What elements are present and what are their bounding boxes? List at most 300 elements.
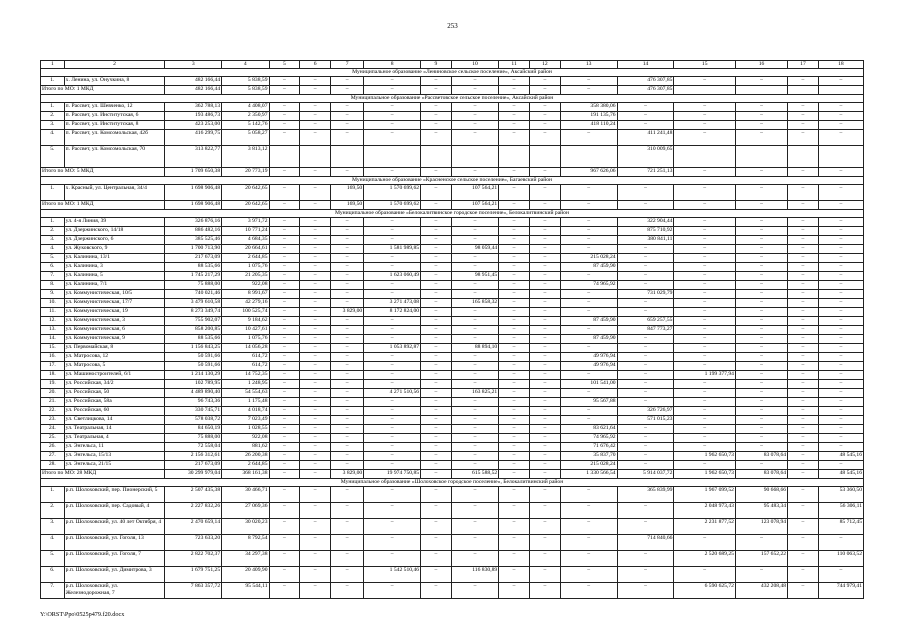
table-cell: – xyxy=(499,130,530,146)
address-cell: ул. Машиностроителей, 6/1 xyxy=(64,371,165,380)
table-cell: – xyxy=(674,425,736,434)
table-cell: 2 350,97 xyxy=(222,112,269,121)
table-cell: – xyxy=(560,290,617,299)
row-number: 6. xyxy=(41,567,65,583)
table-cell: – xyxy=(300,317,331,326)
table-cell: 1 698 906,48 xyxy=(165,201,222,210)
table-cell: – xyxy=(451,353,498,362)
table-cell: – xyxy=(331,263,364,272)
table-cell: – xyxy=(331,86,364,95)
table-cell: 659 257,55 xyxy=(617,317,674,326)
table-cell: – xyxy=(788,335,819,344)
table-row xyxy=(41,185,864,201)
table-cell: 19 974 750,85 xyxy=(364,470,421,479)
table-cell xyxy=(560,146,617,168)
table-row xyxy=(41,519,864,535)
table-cell xyxy=(269,146,300,168)
table-cell: 14 752,35 xyxy=(222,371,269,380)
table-cell: – xyxy=(451,425,498,434)
table-cell: – xyxy=(421,344,452,353)
table-cell: – xyxy=(451,519,498,535)
row-number: 17. xyxy=(41,362,65,371)
table-cell: – xyxy=(451,317,498,326)
table-cell: – xyxy=(421,86,452,95)
table-cell: – xyxy=(364,425,421,434)
table-cell: 72 558,04 xyxy=(165,443,222,452)
table-cell xyxy=(788,146,819,168)
table-cell: – xyxy=(499,535,530,551)
table-cell: – xyxy=(560,389,617,398)
table-cell: – xyxy=(560,77,617,86)
table-cell: 193 486,73 xyxy=(165,112,222,121)
table-cell: – xyxy=(451,551,498,567)
table-cell: – xyxy=(421,335,452,344)
table-cell: 5 058,27 xyxy=(222,130,269,146)
table-cell: – xyxy=(421,121,452,130)
section-header-row xyxy=(41,177,864,185)
table-cell: – xyxy=(364,168,421,177)
table-body xyxy=(41,61,864,599)
table-cell: – xyxy=(788,168,819,177)
table-cell: 169,50 xyxy=(331,201,364,210)
table-cell: – xyxy=(331,227,364,236)
row-number: 8. xyxy=(41,281,65,290)
table-cell: – xyxy=(617,335,674,344)
table-cell: – xyxy=(364,254,421,263)
table-cell: – xyxy=(331,371,364,380)
table-cell: – xyxy=(788,407,819,416)
table-cell: 4 408,07 xyxy=(222,103,269,112)
table-cell: – xyxy=(735,245,787,254)
table-cell: 476 307,85 xyxy=(617,77,674,86)
table-cell: – xyxy=(269,353,300,362)
table-cell: – xyxy=(818,245,863,254)
table-cell: – xyxy=(331,503,364,519)
table-cell: – xyxy=(617,281,674,290)
table-cell xyxy=(421,146,452,168)
table-cell: 96 743,36 xyxy=(165,398,222,407)
table-cell: – xyxy=(529,425,560,434)
table-cell: – xyxy=(735,443,787,452)
table-cell: – xyxy=(451,398,498,407)
table-cell: – xyxy=(269,254,300,263)
table-cell: 967 626,06 xyxy=(560,168,617,177)
table-cell: – xyxy=(560,86,617,95)
table-cell: 10 427,61 xyxy=(222,326,269,335)
table-cell: – xyxy=(617,263,674,272)
table-cell: – xyxy=(788,583,819,599)
table-cell: – xyxy=(788,425,819,434)
row-number: 5. xyxy=(41,254,65,263)
table-cell: – xyxy=(331,299,364,308)
table-cell: – xyxy=(300,299,331,308)
table-cell: – xyxy=(735,389,787,398)
table-cell: – xyxy=(788,452,819,461)
address-cell: ул. Калинина, 3 xyxy=(64,263,165,272)
table-cell: – xyxy=(421,168,452,177)
table-cell: – xyxy=(788,236,819,245)
table-cell: – xyxy=(300,567,331,583)
table-cell: – xyxy=(331,583,364,599)
address-cell: ул. Дзержинского, 6 xyxy=(64,236,165,245)
column-number: 1 xyxy=(41,61,65,69)
table-cell: – xyxy=(788,326,819,335)
table-cell: 2 507 435,38 xyxy=(165,487,222,503)
table-cell: 26 200,38 xyxy=(222,452,269,461)
table-cell: 721 251,13 xyxy=(617,168,674,177)
table-cell: 4 018,74 xyxy=(222,407,269,416)
table-cell: 7 863 357,72 xyxy=(165,583,222,599)
table-cell: 123 078,94 xyxy=(735,519,787,535)
table-cell: – xyxy=(529,583,560,599)
table-cell: 614,72 xyxy=(222,353,269,362)
table-cell: – xyxy=(674,77,736,86)
table-cell: – xyxy=(451,535,498,551)
table-cell: – xyxy=(788,227,819,236)
table-row xyxy=(41,380,864,389)
address-cell: х. Ленина, ул. Онучкина, 8 xyxy=(64,77,165,86)
table-cell: 1 623 060,49 xyxy=(364,272,421,281)
table-cell: – xyxy=(617,371,674,380)
table-cell: 3 271 473,08 xyxy=(364,299,421,308)
table-cell: 922,08 xyxy=(222,434,269,443)
table-cell: – xyxy=(560,326,617,335)
table-cell: 20 773,19 xyxy=(222,168,269,177)
table-cell: – xyxy=(300,86,331,95)
table-row xyxy=(41,130,864,146)
total-row xyxy=(41,201,864,210)
table-cell: – xyxy=(421,317,452,326)
table-cell: – xyxy=(788,487,819,503)
table-cell: – xyxy=(300,185,331,201)
table-cell: – xyxy=(617,103,674,112)
table-cell: 14 056,28 xyxy=(222,344,269,353)
table-cell: 1 330 566,54 xyxy=(560,470,617,479)
table-cell: – xyxy=(331,344,364,353)
table-cell: – xyxy=(364,434,421,443)
column-number: 4 xyxy=(222,61,269,69)
table-cell: – xyxy=(560,583,617,599)
table-cell: – xyxy=(300,519,331,535)
table-cell: 75 888,00 xyxy=(165,434,222,443)
total-row xyxy=(41,168,864,177)
table-cell: – xyxy=(674,535,736,551)
table-cell: – xyxy=(735,77,787,86)
table-cell: – xyxy=(269,290,300,299)
table-cell: – xyxy=(735,461,787,470)
table-cell: 313 822,77 xyxy=(165,146,222,168)
table-cell: – xyxy=(788,112,819,121)
table-cell: – xyxy=(300,487,331,503)
table-cell: – xyxy=(818,434,863,443)
table-cell: – xyxy=(364,519,421,535)
table-cell: 3 479 610,58 xyxy=(165,299,222,308)
table-cell: – xyxy=(269,121,300,130)
table-cell: – xyxy=(818,535,863,551)
table-cell: – xyxy=(331,443,364,452)
row-number: 14. xyxy=(41,335,65,344)
table-cell: – xyxy=(788,299,819,308)
table-cell: – xyxy=(499,227,530,236)
column-number: 15 xyxy=(674,61,736,69)
table-cell: – xyxy=(560,299,617,308)
table-cell: 8 273 349,74 xyxy=(165,308,222,317)
table-cell: – xyxy=(269,362,300,371)
table-cell: – xyxy=(364,112,421,121)
table-cell: – xyxy=(499,389,530,398)
table-cell: – xyxy=(499,201,530,210)
table-cell: – xyxy=(735,281,787,290)
table-row xyxy=(41,299,864,308)
row-number: 3. xyxy=(41,519,65,535)
table-cell: 4 489 890,40 xyxy=(165,389,222,398)
table-cell: – xyxy=(364,130,421,146)
table-cell: – xyxy=(331,416,364,425)
table-cell: – xyxy=(300,263,331,272)
table-cell: – xyxy=(300,425,331,434)
table-cell: – xyxy=(300,77,331,86)
row-number: 2. xyxy=(41,503,65,519)
table-cell: 20 642,65 xyxy=(222,201,269,210)
row-number: 15. xyxy=(41,344,65,353)
table-cell: 416 299,75 xyxy=(165,130,222,146)
table-cell: 102 789,95 xyxy=(165,380,222,389)
table-row xyxy=(41,407,864,416)
table-cell: – xyxy=(499,245,530,254)
table-cell: – xyxy=(300,103,331,112)
table-cell: – xyxy=(674,407,736,416)
table-cell: 385 525,46 xyxy=(165,236,222,245)
table-cell: 75 888,00 xyxy=(165,281,222,290)
table-cell: – xyxy=(331,425,364,434)
table-cell: – xyxy=(269,130,300,146)
table-cell: – xyxy=(529,380,560,389)
table-cell: 368 161,38 xyxy=(222,470,269,479)
table-cell: – xyxy=(617,452,674,461)
table-cell: 744 979,41 xyxy=(818,583,863,599)
address-cell: р.п. Шолоховский, ул. Гоголя, 7 xyxy=(64,551,165,567)
table-row xyxy=(41,371,864,380)
table-cell: – xyxy=(364,416,421,425)
table-cell: – xyxy=(300,535,331,551)
address-cell: ул. Театральная, 4 xyxy=(64,434,165,443)
table-cell: – xyxy=(499,335,530,344)
address-cell: ул. Российская, 58а xyxy=(64,398,165,407)
table-cell: – xyxy=(818,112,863,121)
table-cell: – xyxy=(818,317,863,326)
table-cell: – xyxy=(421,487,452,503)
table-cell: – xyxy=(364,362,421,371)
address-cell: ул. Коммунистическая, 6 xyxy=(64,326,165,335)
table-cell: – xyxy=(421,551,452,567)
table-cell: – xyxy=(674,353,736,362)
table-cell: – xyxy=(617,389,674,398)
table-cell: – xyxy=(735,362,787,371)
table-cell: 2 644,85 xyxy=(222,254,269,263)
table-cell: 5 838,59 xyxy=(222,86,269,95)
table-cell: 571 015,23 xyxy=(617,416,674,425)
table-cell: 875 710,92 xyxy=(617,227,674,236)
table-cell: – xyxy=(499,290,530,299)
table-cell: – xyxy=(788,398,819,407)
section-header-row xyxy=(41,210,864,218)
table-cell: – xyxy=(529,86,560,95)
table-cell: – xyxy=(269,112,300,121)
table-cell: 83 078,64 xyxy=(735,452,787,461)
table-cell: – xyxy=(451,121,498,130)
table-cell: 21 205,35 xyxy=(222,272,269,281)
table-row xyxy=(41,503,864,519)
table-cell: – xyxy=(269,487,300,503)
table-cell: – xyxy=(269,407,300,416)
table-cell: – xyxy=(331,380,364,389)
table-cell: – xyxy=(674,290,736,299)
page-number: 253 xyxy=(447,22,458,30)
table-cell: – xyxy=(529,335,560,344)
table-cell: – xyxy=(499,371,530,380)
table-cell: – xyxy=(818,227,863,236)
table-cell: – xyxy=(818,371,863,380)
table-row xyxy=(41,272,864,281)
row-number: 10. xyxy=(41,299,65,308)
table-cell: – xyxy=(674,335,736,344)
table-cell: – xyxy=(421,227,452,236)
address-cell: ул. Калинина, 5 xyxy=(64,272,165,281)
table-cell: – xyxy=(300,130,331,146)
table-cell: – xyxy=(674,567,736,583)
table-cell: – xyxy=(269,335,300,344)
table-cell: – xyxy=(735,112,787,121)
section-header-row xyxy=(41,69,864,77)
table-cell: – xyxy=(421,407,452,416)
table-cell: – xyxy=(269,461,300,470)
table-cell: – xyxy=(331,326,364,335)
table-cell: – xyxy=(735,185,787,201)
table-cell: – xyxy=(560,344,617,353)
address-cell: ул. Матросова, 5 xyxy=(64,362,165,371)
table-cell: 87 459,90 xyxy=(560,335,617,344)
table-cell: – xyxy=(735,168,787,177)
table-cell: – xyxy=(300,398,331,407)
table-cell: – xyxy=(529,344,560,353)
table-cell: – xyxy=(331,245,364,254)
table-cell: 53 360,50 xyxy=(818,487,863,503)
table-cell: – xyxy=(735,398,787,407)
table-cell: – xyxy=(674,434,736,443)
table-cell: – xyxy=(300,335,331,344)
table-cell: – xyxy=(529,353,560,362)
row-number: 4. xyxy=(41,535,65,551)
address-cell: ул. Российская, 34/2 xyxy=(64,380,165,389)
table-cell: 2 520 689,25 xyxy=(674,551,736,567)
table-cell: – xyxy=(364,281,421,290)
table-cell: – xyxy=(788,461,819,470)
municipality-title: Муниципальное образование «Рассветовское сельское поселение», Аксайский район xyxy=(41,95,864,103)
table-cell xyxy=(818,86,863,95)
table-cell: – xyxy=(364,77,421,86)
table-row xyxy=(41,583,864,599)
table-cell: – xyxy=(788,103,819,112)
table-cell: – xyxy=(269,380,300,389)
table-cell: – xyxy=(300,362,331,371)
address-cell: п. Рассвет, ул. Комсомольская, 42б xyxy=(64,130,165,146)
row-number: 13. xyxy=(41,326,65,335)
table-cell: – xyxy=(529,434,560,443)
row-number: 28. xyxy=(41,461,65,470)
table-row xyxy=(41,317,864,326)
table-row xyxy=(41,443,864,452)
table-cell: 10 771,24 xyxy=(222,227,269,236)
table-cell: – xyxy=(364,227,421,236)
table-cell: 322 904,44 xyxy=(617,218,674,227)
table-cell: 1 028,55 xyxy=(222,425,269,434)
table-cell: – xyxy=(560,227,617,236)
table-cell: 5 914 037,72 xyxy=(617,470,674,479)
table-cell: – xyxy=(735,434,787,443)
table-cell: 432 208,48 xyxy=(735,583,787,599)
table-cell: 35 837,70 xyxy=(560,452,617,461)
table-cell xyxy=(451,146,498,168)
table-cell: 723 633,20 xyxy=(165,535,222,551)
table-cell: – xyxy=(300,503,331,519)
table-cell: 215 028,24 xyxy=(560,254,617,263)
table-cell: 87 459,90 xyxy=(560,317,617,326)
table-cell: – xyxy=(421,519,452,535)
table-cell xyxy=(300,146,331,168)
table-cell: 85 712,45 xyxy=(818,519,863,535)
table-cell: – xyxy=(818,185,863,201)
address-cell: ул. Матросова, 12 xyxy=(64,353,165,362)
table-cell: – xyxy=(529,452,560,461)
table-cell: – xyxy=(788,380,819,389)
table-cell: – xyxy=(269,452,300,461)
table-cell: – xyxy=(529,112,560,121)
table-cell: 731 029,79 xyxy=(617,290,674,299)
column-number: 18 xyxy=(818,61,863,69)
table-row xyxy=(41,281,864,290)
address-cell: ул. 4-я Линия, 39 xyxy=(64,218,165,227)
table-cell: – xyxy=(300,168,331,177)
table-cell: – xyxy=(560,535,617,551)
table-cell: – xyxy=(499,218,530,227)
table-cell: – xyxy=(451,86,498,95)
table-cell: – xyxy=(421,389,452,398)
table-row xyxy=(41,452,864,461)
address-cell: п. Рассвет, ул. Шевченко, 12 xyxy=(64,103,165,112)
table-cell: – xyxy=(269,218,300,227)
table-cell: – xyxy=(269,551,300,567)
table-cell: – xyxy=(331,272,364,281)
table-cell: – xyxy=(421,245,452,254)
table-cell: – xyxy=(331,218,364,227)
table-cell: – xyxy=(674,263,736,272)
table-cell: – xyxy=(300,353,331,362)
table-cell: 1 679 751,25 xyxy=(165,567,222,583)
table-cell: 2 470 659,14 xyxy=(165,519,222,535)
table-cell: 1 075,76 xyxy=(222,263,269,272)
table-cell: – xyxy=(331,407,364,416)
table-cell: – xyxy=(674,344,736,353)
table-cell: – xyxy=(788,470,819,479)
table-cell: – xyxy=(788,281,819,290)
table-cell: – xyxy=(617,461,674,470)
table-cell: – xyxy=(560,371,617,380)
table-cell: – xyxy=(818,389,863,398)
table-cell: – xyxy=(331,77,364,86)
table-cell: 98 059,44 xyxy=(451,245,498,254)
table-cell: – xyxy=(674,103,736,112)
table-cell: – xyxy=(331,112,364,121)
